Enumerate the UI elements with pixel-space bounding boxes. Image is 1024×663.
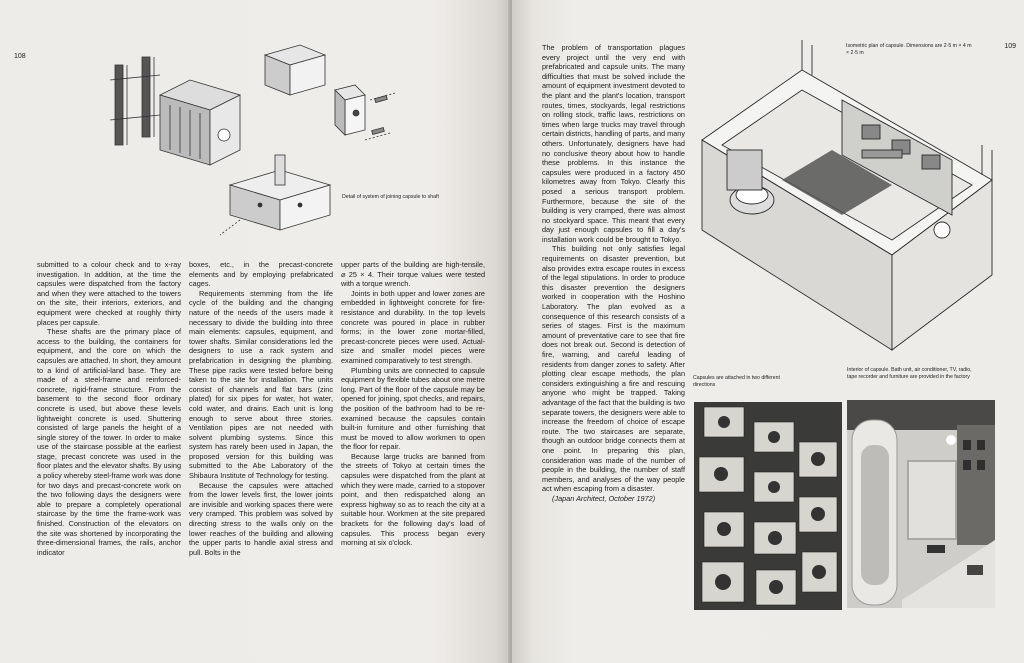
- paragraph: Plumbing units are connected to capsule equipment by flexible tubes about one metre long. Part of the floor of the capsule may be opened for joining, spot checks, and repairs, the position of the bathroom had to be re-examined because the capsules contain built-in furniture and other furnishing that must be moved to allow workmen to open the floor for repair.: [341, 365, 485, 452]
- paragraph: submitted to a colour check and to x-ray investigation. In addition, at the time the capsules were dispatched from the factory and when they were attached to the towers on the site, their interiors, exteriors, and equipment were checked at roughly thirty places per capsule.: [37, 260, 181, 327]
- capsule-interior-image: [847, 400, 995, 608]
- text-column-3: [341, 260, 485, 548]
- text-column-1: [37, 260, 181, 557]
- figure-caption: Detail of system of joining capsule to shaft: [342, 194, 439, 200]
- capsule-interior-photo: [847, 400, 995, 608]
- capsule-tower-photo: [694, 402, 842, 610]
- bracket-drawing: [265, 45, 395, 140]
- photo2-caption: Interior of capsule. Bath unit, air conditioner, TV, radio, tape recorder and furniture are provided in the factory: [847, 367, 972, 380]
- photo1-caption: Capsules are attached in two different directions: [693, 375, 780, 388]
- lower-joint-drawing: [220, 155, 330, 235]
- text-column-2: [189, 260, 333, 557]
- steel-columns-drawing: [110, 57, 160, 145]
- capsule-box-drawing: [160, 80, 240, 165]
- paragraph: This building not only satisfies legal requirements on disaster prevention, but also provides extra escape routes in excess of the legal stipulations. In order to produce this disaster prevention the designers worked in cooperation with the Hoshino Laboratory. The plan evolved as a consequence of this research consists of a series of stages. First is the maximum amount of preventative care to see that fire does not break out. Second is detection of fire, warning, and careful leading of residents from danger zones to safety. After plotting clear escape methods, the plan considers extinguishing a fire and rescuing anyone who might be trapped. Taking advantage of the fact that the building is two separate towers, the designers were able to increase the freedom of choice of escape route. The two staircases are separate, though an outdoor bridge connects them at one point. In preparing this plan, consideration was made of the number of people in the building, the number of staff members, and analyses of the way people act when escaping from a disaster.: [542, 244, 685, 494]
- paragraph: These shafts are the primary place of access to the building, the containers for equipment, and the core on which the capsules are attached. In short, they amount to a kind of artificial-land base. They are made of a steel-frame and reinforced-concrete, rigid-frame structure. From the basement to the second floor ordinary concrete is used, but above these levels lightweight concrete is used. Shuttering consisted of large panels the height of a single storey of the tower. In order to make use of the staircase possible at the earliest stage, precast concrete was used in the floor plates and the elevator shafts. By using a policy whereby steel-frame work was done for two days and precast-concrete work on the two following days the designers were able to prepare a completely operational staircase by the time the frame-work was finished. Construction of the elevators on the site was shortened by incorporating the three-dimensional frames, the rails, anchor indicator: [37, 327, 181, 557]
- paragraph: Joints in both upper and lower zones are embedded in lightweight concrete for fire-resistance and durability. In the top levels concrete was poured in place in rubber forms; in the lower zone mortar-filled, precast-concrete pieces were used. Actual-size and smaller model pieces were examined comparatively to test strength.: [341, 288, 485, 365]
- paragraph: Because the capsules were attached from the lower levels first, the lower joints are invisible and working spaces there were very cramped. This problem was solved by directing stress to the walls only on the lower reaches of the building and allowing the upper parts to handle axial stress and pull. Bolts in the: [189, 480, 333, 557]
- text-column-right: [542, 43, 685, 504]
- citation: (Japan Architect, October 1972): [552, 493, 656, 503]
- page-number: 108: [14, 53, 26, 60]
- right-page: [512, 0, 1024, 663]
- paragraph: Because large trucks are banned from the streets of Tokyo at certain times the capsules were dispatched from the plant at which they were made, carried to a stopover point, and then redispatched along an express highway so as to reach the city at a suitable hour. Workmen at the site prepared brackets for the following day's load of capsules. This process began every morning at six o'clock.: [341, 451, 485, 548]
- paragraph: The problem of transportation plagues every project until the very end with prefabricated and capsule units. The many difficulties that must be solved include the amount of equipment investment devoted to the plant and the plant's location, transport routes, times, stockyards, legal restrictions on rolling stock, traffic laws, restrictions on times when large trucks may travel through certain districts, handling of parts, and many others. Unfortunately, designers have had no conclusive theory about how to handle these problems. In this instance the capsules were produced in a factory 450 kilometres away from Tokyo. Clearly this posed a serious transport problem. Furthermore, because the site of the building is very cramped, there was almost no stockyard space. This meant that every day just enough capsules to fill a day's installation work could be brought to Tokyo.: [542, 43, 685, 244]
- iso-caption: Isometric plan of capsule. Dimensions are 2·5 m × 4 m × 2·5 m: [846, 43, 972, 56]
- capsule-tower-image: [694, 402, 842, 610]
- capsule-isometric-drawing: [692, 30, 1022, 370]
- left-page: [0, 0, 510, 663]
- paragraph: Requirements stemming from the life cycle of the building and the changing nature of the needs of the users made it necessary to divide the building into three main elements: capsules, equipment, and tower shafts. Similar considerations led the designers to use a rack system and prefabrication in designing the plumbing. These pipe racks were tested before being taken to the site for installation. The units consist of channels and flat bars (zinc plated) for six pipes for water, hot water, cold water, and drains. Each unit is long enough to serve about three stories. Ventilation pipes are not needed with solvent plumbing systems. Since this system has rarely been used in Japan, the proposed version for this building was submitted to the Abe Laboratory of the Shibaura Institute of Technology for testing.: [189, 288, 333, 481]
- paragraph: upper parts of the building are high-tensile, ⌀ 25 × 4. Their torque values were tested with a torque wrench.: [341, 260, 485, 289]
- joint-detail-drawing: [100, 35, 410, 245]
- page-number: 109: [1004, 43, 1016, 50]
- paragraph: boxes, etc., in the precast-concrete elements and by employing prefabricated cages.: [189, 260, 333, 289]
